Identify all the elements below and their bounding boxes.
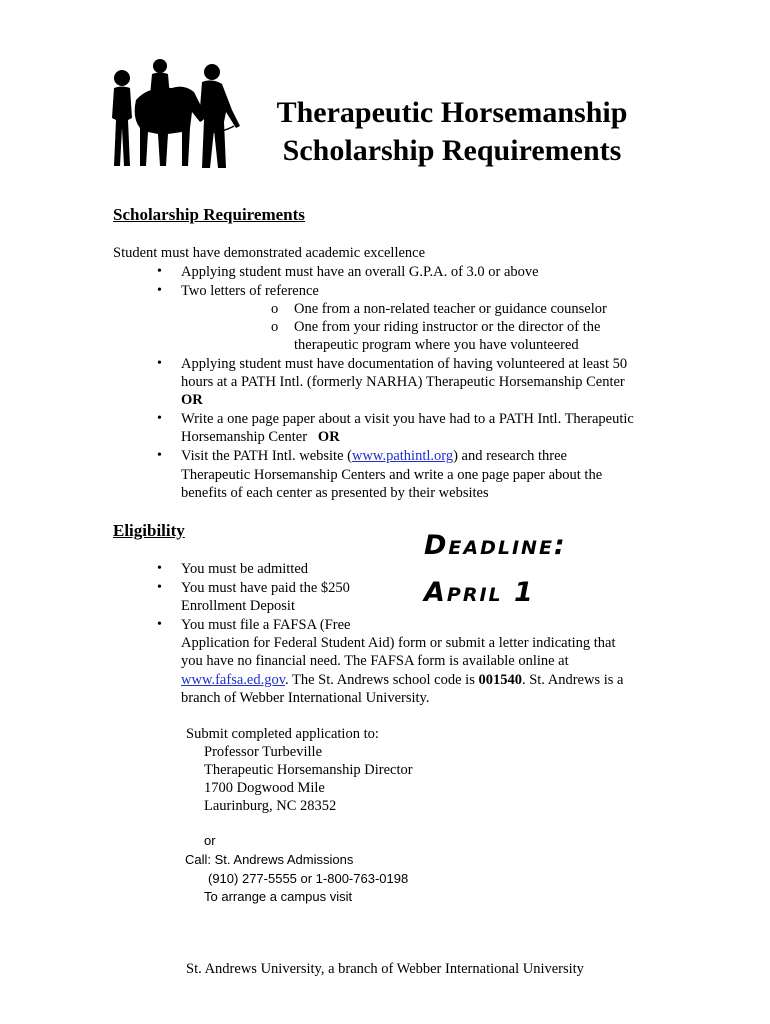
item-fafsa-line-2: Application for Federal Student Aid) form or submit a letter indicating that xyxy=(181,635,616,651)
sub-bullet-icon: o xyxy=(271,319,279,335)
bullet-icon: • xyxy=(157,411,162,426)
submit-street: 1700 Dogwood Mile xyxy=(204,780,325,796)
item-visit-line-3: benefits of each center as presented by their websites xyxy=(181,485,489,501)
bullet-icon: • xyxy=(157,580,162,595)
item-volunteer-line-1: Applying student must have documentation of having volunteered at least 50 xyxy=(181,356,628,372)
bullet-icon: • xyxy=(157,617,162,632)
deadline-line-2: April 1 xyxy=(424,577,535,608)
sub-item-riding-line-2: therapeutic program where you have volunteered xyxy=(294,337,579,353)
submit-name: Professor Turbeville xyxy=(204,744,323,760)
item-visit-line-1 xyxy=(181,447,567,465)
item-fafsa-line-1: You must file a FAFSA (Free xyxy=(181,617,351,633)
item-visit-line-2: Therapeutic Horsemanship Centers and write a one page paper about the xyxy=(181,467,603,483)
call-admissions: Call: St. Andrews Admissions xyxy=(185,852,354,867)
sub-item-teacher: One from a non-related teacher or guidance counselor xyxy=(294,301,607,317)
item-visit-pre: Visit the PATH Intl. website ( xyxy=(181,448,352,464)
item-letters: Two letters of reference xyxy=(181,283,319,299)
item-admitted: You must be admitted xyxy=(181,561,309,577)
phone-numbers: (910) 277-5555 or 1-800-763-0198 xyxy=(208,871,409,886)
submit-role: Therapeutic Horsemanship Director xyxy=(204,762,413,778)
item-visit-post: ) and research three xyxy=(453,448,567,464)
bullet-icon: • xyxy=(157,283,162,298)
eligibility-heading: Eligibility xyxy=(113,521,185,540)
school-code: 001540 xyxy=(478,672,522,688)
submit-intro: Submit completed application to: xyxy=(186,726,379,742)
title-line-1: Therapeutic Horsemanship xyxy=(276,96,628,129)
title-line-2: Scholarship Requirements xyxy=(282,134,622,167)
submit-or: or xyxy=(204,833,216,848)
item-paper-line-1: Write a one page paper about a visit you have had to a PATH Intl. Therapeutic xyxy=(181,411,634,427)
sub-bullet-icon: o xyxy=(271,301,279,317)
bullet-icon: • xyxy=(157,356,162,371)
item-volunteer-line-2: hours at a PATH Intl. (formerly NARHA) Therapeutic Horsemanship Center xyxy=(181,374,625,390)
bullet-icon: • xyxy=(157,448,162,463)
pathintl-link[interactable]: www.pathintl.org xyxy=(351,448,454,464)
footer-text: St. Andrews University, a branch of Webber International University xyxy=(186,961,584,977)
item-fafsa-line-4 xyxy=(181,671,623,689)
item-gpa: Applying student must have an overall G.P.A. of 3.0 or above xyxy=(181,264,539,280)
bullet-icon: • xyxy=(157,264,162,279)
item-paper-line-2 xyxy=(181,428,340,446)
or-label: OR xyxy=(181,392,203,408)
item-fafsa-line-5: branch of Webber International University. xyxy=(181,690,430,706)
requirements-intro: Student must have demonstrated academic excellence xyxy=(113,245,426,261)
horse-riders-logo xyxy=(108,58,244,178)
submit-city: Laurinburg, NC 28352 xyxy=(204,798,337,814)
campus-visit: To arrange a campus visit xyxy=(204,889,353,904)
sub-item-riding-line-1: One from your riding instructor or the director of the xyxy=(294,319,601,335)
or-label: OR xyxy=(317,429,340,445)
item-fafsa-line-3: you have no financial need. The FAFSA form is available online at xyxy=(181,653,569,669)
bullet-icon: • xyxy=(157,561,162,576)
fafsa-link[interactable]: www.fafsa.ed.gov xyxy=(181,672,286,688)
page-title xyxy=(262,94,642,170)
fafsa-mid: . The St. Andrews school code is xyxy=(285,672,479,688)
item-paper-text: Horsemanship Center xyxy=(181,429,308,445)
item-deposit-line-1: You must have paid the $250 xyxy=(181,580,350,596)
item-deposit-line-2: Enrollment Deposit xyxy=(181,598,295,614)
deadline-line-1: Deadline: xyxy=(424,530,567,561)
requirements-heading: Scholarship Requirements xyxy=(113,205,305,224)
fafsa-post: . St. Andrews is a xyxy=(521,672,624,688)
